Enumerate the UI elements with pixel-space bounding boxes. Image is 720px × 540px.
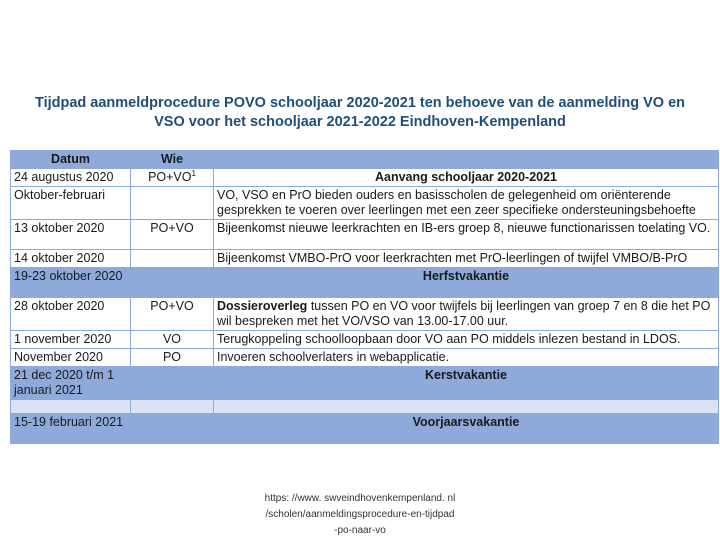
row-description: Voorjaarsvakantie <box>214 414 719 444</box>
row-date: 21 dec 2020 t/m 1 januari 2021 <box>11 367 131 400</box>
row-description: Invoeren schoolverlaters in webapplicatie. <box>214 349 719 367</box>
row-date <box>11 400 131 414</box>
table-row-holiday <box>11 268 719 298</box>
row-date: 24 augustus 2020 <box>11 169 131 187</box>
title-line-1: Tijdpad aanmeldprocedure POVO schooljaar 2020-2021 ten behoeve van de aanmelding VO en <box>34 95 686 111</box>
row-who: VO <box>131 331 214 349</box>
table-row-holiday <box>11 414 719 444</box>
row-who: PO <box>131 349 214 367</box>
header-wie: Wie <box>131 151 214 169</box>
row-date: 28 oktober 2020 <box>11 298 131 331</box>
row-description: Aanvang schooljaar 2020-2021 <box>214 169 719 187</box>
row-description: Terugkoppeling schoolloopbaan door VO aan PO middels inlezen bestand in LDOS. <box>214 331 719 349</box>
table-row <box>11 349 719 367</box>
source-url-line-2: /scholen/aanmeldingsprocedure-en-tijdpad <box>265 509 455 520</box>
row-who <box>131 414 214 444</box>
table-row <box>11 169 719 187</box>
table-row <box>11 187 719 220</box>
row-who: PO+VO <box>131 220 214 250</box>
row-who <box>131 268 214 298</box>
row-who <box>131 187 214 220</box>
header-datum: Datum <box>11 151 131 169</box>
header-description <box>214 151 719 169</box>
row-description-bold: Dossieroverleg <box>217 299 308 313</box>
table-header-row <box>11 151 719 169</box>
row-who <box>131 169 214 187</box>
row-who <box>131 367 214 400</box>
row-who <box>131 400 214 414</box>
table-row <box>11 220 719 250</box>
document-title <box>0 94 720 132</box>
source-url-line-1: https: //www. swveindhovenkempenland. nl <box>264 493 456 504</box>
row-description: Kerstvakantie <box>214 367 719 400</box>
row-description: Herfstvakantie <box>214 268 719 298</box>
row-date: Oktober-februari <box>11 187 131 220</box>
title-line-2: VSO voor het schooljaar 2021-2022 Eindhoven-Kempenland <box>154 114 566 130</box>
table-row-empty <box>11 400 719 414</box>
row-date: 14 oktober 2020 <box>11 250 131 268</box>
table-row <box>11 331 719 349</box>
row-description: Bijeenkomst nieuwe leerkrachten en IB-ers groep 8, nieuwe functionarissen toelating VO. <box>214 220 719 250</box>
row-who: PO+VO <box>131 298 214 331</box>
source-url <box>240 491 480 539</box>
row-description: Bijeenkomst VMBO-PrO voor leerkrachten met PrO-leerlingen of twijfel VMBO/B-PrO <box>214 250 719 268</box>
row-description <box>214 400 719 414</box>
row-description-text: tussen PO en VO voor twijfels bij leerlingen van groep 7 en 8 die het PO wil bespreken met het VO/VSO van 13.00-17.00 uur. <box>217 299 711 328</box>
schedule-table <box>10 150 719 444</box>
row-who <box>131 250 214 268</box>
table-row <box>11 298 719 331</box>
row-date: November 2020 <box>11 349 131 367</box>
table-row-holiday <box>11 367 719 400</box>
source-url-line-3: -po-naar-vo <box>334 525 386 536</box>
row-date: 19-23 oktober 2020 <box>11 268 131 298</box>
row-description: VO, VSO en PrO bieden ouders en basisscholen de gelegenheid om oriënterende gesprekken te voeren over leerlingen met een zeer specifieke ondersteuningsbehoefte <box>214 187 719 220</box>
row-date: 1 november 2020 <box>11 331 131 349</box>
row-date: 13 oktober 2020 <box>11 220 131 250</box>
row-who-text: PO+VO <box>148 170 192 184</box>
footnote-marker: 1 <box>191 168 196 178</box>
row-description <box>214 298 719 331</box>
image-crop-edge <box>0 445 720 449</box>
row-date: 15-19 februari 2021 <box>11 414 131 444</box>
table-row <box>11 250 719 268</box>
